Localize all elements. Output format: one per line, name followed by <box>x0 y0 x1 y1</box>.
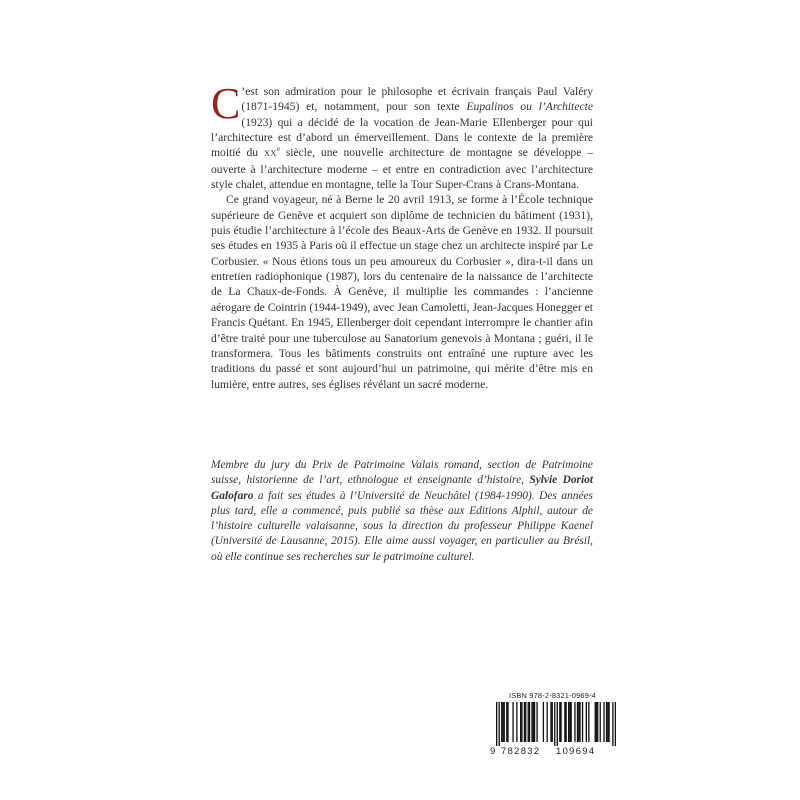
barcode-bar <box>607 702 608 742</box>
barcode-bar <box>496 702 497 746</box>
barcode-bar <box>534 702 535 742</box>
barcode-bar <box>559 702 560 742</box>
barcode-bar <box>516 702 517 742</box>
barcode-bar <box>499 702 500 746</box>
barcode-bar <box>543 702 544 742</box>
barcode-bar <box>615 702 616 746</box>
barcode-bar <box>512 702 513 742</box>
barcode-bar <box>536 702 537 742</box>
barcode-bar <box>608 702 609 742</box>
barcode-bar <box>504 702 505 742</box>
barcode-bar <box>574 702 575 742</box>
drop-cap: C <box>211 79 241 128</box>
barcode-bar <box>552 702 553 742</box>
barcode-bar <box>501 702 502 742</box>
barcode-bar <box>507 702 508 742</box>
barcode-bar <box>528 702 529 742</box>
barcode-bar <box>569 702 570 742</box>
barcode-bar <box>529 702 530 742</box>
author-name: Sylvie Doriot Galofaro <box>211 474 593 502</box>
barcode-digit-first: 9 <box>490 745 496 756</box>
description-text <box>211 79 593 392</box>
barcode-bar <box>588 702 589 742</box>
isbn-label: ISBN 978-2-8321-0969-4 <box>509 691 596 700</box>
barcode-bar <box>606 702 607 742</box>
barcode-bar <box>579 702 580 742</box>
barcode-bar <box>568 702 569 742</box>
barcode-bar <box>520 702 521 742</box>
barcode-digits-right: 109694 <box>556 745 596 756</box>
barcode-bar <box>560 702 561 742</box>
barcode-bar <box>600 702 601 742</box>
barcode-bar <box>557 702 558 746</box>
barcode-bar <box>554 702 555 746</box>
barcode-bar <box>596 702 597 742</box>
barcode-bar <box>547 702 548 742</box>
barcode-bar <box>506 702 507 742</box>
barcode-bar <box>577 702 578 742</box>
barcode-bar <box>612 702 613 746</box>
barcode-bar <box>525 702 526 742</box>
barcode-bar <box>502 702 503 742</box>
barcode-digits-left: 782832 <box>501 745 541 756</box>
barcode-bar <box>586 702 587 742</box>
barcode-bar <box>564 702 565 742</box>
barcode-bar <box>578 702 579 742</box>
book-title: Eupalinos ou l’Architecte <box>466 100 593 114</box>
author-bio: Membre du jury du Prix de Patrimoine Valais romand, section de Patrimoine suisse, historienne de l’art, ethnologue et enseignante d’histoire, Sylvie Doriot Galofaro a fait ses études à l’Université de Neuchâtel (1984-1990). Des années plus tard, elle a commencé, puis publié sa thèse aux Editions Alphil, autour de l’histoire culturelle valaisanne, sous la direction du professeur Philippe Kaenel (Université de Lausanne, 2015). Elle aime aussi voyager, en particulier au Brésil, où elle continue ses recherches sur le patrimoine culturel. <box>211 459 593 563</box>
barcode-bar <box>571 702 572 742</box>
barcode-bar <box>531 702 532 742</box>
barcode <box>496 702 616 746</box>
barcode-bar <box>603 702 604 742</box>
barcode-bar <box>582 702 583 742</box>
barcode-bar <box>565 702 566 742</box>
barcode-bar <box>521 702 522 742</box>
description-paragraph-2: Ce grand voyageur, né à Berne le 20 avril 1913, se forme à l’École technique supérieure de Genève et acquiert son diplôme de technicien du bâtiment (1931), puis étudie l’architecture à l’école des Beaux-Arts de Genève en 1932. Il poursuit ses études en 1935 à Paris où il effectue un stage chez un architecte inspiré par Le Corbusier. « Nous étions tous un peu amoureux du Corbusier », dira-t-il dans un entretien radiophonique (1987), lors du centenaire de la naissance de l’architecte de La Chaux-de-Fonds. À Genève, il multiplie les commandes : l’ancienne aérogare de Cointrin (1944-1949), avec Jean Camoletti, Jean-Jacques Honegger et Francis Quétant. En 1945, Ellenberger doit cependant interrompre le chantier afin d’être traité pour une tuberculose au Sanatorium genevois à Montana ; guéri, il le transformera. Tous les bâtiments construits ont entraîné une rupture avec les traditions du passé et sont aujourd’hui un patrimoine, qui mérite d’être mis en lumière, entre autres, ses églises révélant un sacré moderne. <box>211 193 593 391</box>
barcode-bar <box>595 702 596 742</box>
barcode-bar <box>524 702 525 742</box>
century-numeral: XX <box>263 149 277 159</box>
barcode-bar <box>550 702 551 742</box>
description-paragraph-1: C ’est son admiration pour le philosophe et écrivain français Paul Valéry (1871-1945) et, notamment, pour son texte Eupalinos ou l’Architecte (1923) qui a décidé de la vocation de Jean-Marie Ellenberger pour qui l’architecture est d’abord un émerveillement. Dans le contexte de la première moitié du XXe siècle, une nouvelle architecture de montagne se développe – ouverte à l’architecture moderne – et entre en contradiction avec l’architecture style chalet, attendue en montagne, telle la Tour Super-Crans à Crans-Montana. <box>211 79 593 192</box>
barcode-bar <box>597 702 598 742</box>
barcode-bar <box>533 702 534 742</box>
